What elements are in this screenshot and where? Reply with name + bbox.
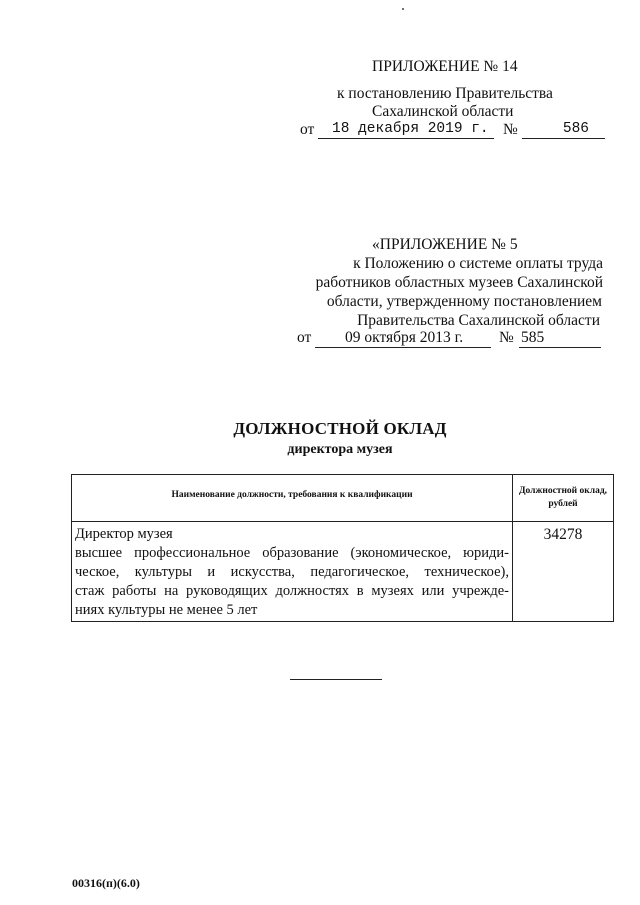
requirement-line: стаж работы на руководящих должностях в музеях или учрежде- <box>75 583 509 599</box>
appendix-14-line-2: Сахалинской области <box>372 103 514 120</box>
appendix-5-line-3: области, утвержденному постановлением <box>326 293 602 310</box>
requirement-line: ниях культуры не менее 5 лет <box>75 602 258 618</box>
document-title: ДОЛЖНОСТНОЙ ОКЛАД <box>233 419 447 438</box>
closing-rule <box>290 679 382 680</box>
requirement-line: ческое, культуры и искусства, педагогическое, техническое), <box>75 564 509 580</box>
appendix-5-number: 585 <box>519 329 601 348</box>
position-name: Директор музея <box>75 526 173 542</box>
position-description-cell <box>72 522 513 622</box>
appendix-5-date-row <box>297 329 602 351</box>
appendix-5-number-label: № <box>499 329 514 346</box>
appendix-5-from-label: от <box>297 329 312 346</box>
requirement-line: высшее профессиональное образование (экономическое, юриди- <box>75 545 509 561</box>
salary-table <box>71 474 614 622</box>
appendix-5-line-4: Правительства Сахалинской области <box>357 312 600 329</box>
appendix-5-line-2: работников областных музеев Сахалинской <box>315 274 603 291</box>
appendix-5-line-1: к Положению о системе оплаты труда <box>353 255 603 272</box>
appendix-14-date: 18 декабря 2019 г. <box>318 121 494 139</box>
appendix-14-date-row <box>300 121 605 143</box>
appendix-5-date: 09 октября 2013 г. <box>315 329 491 348</box>
header-position-requirements: Наименование должности, требования к квалификации <box>72 475 513 522</box>
table-row <box>72 522 614 622</box>
header-salary: Должностной оклад, рублей <box>513 475 614 522</box>
appendix-14-line-1: к постановлению Правительства <box>337 85 553 102</box>
document-subtitle: директора музея <box>287 442 393 457</box>
document-code: 00316(п)(6.0) <box>72 876 140 890</box>
table-header-row <box>72 475 614 522</box>
appendix-14-from-label: от <box>300 121 315 138</box>
appendix-14-title: ПРИЛОЖЕНИЕ № 14 <box>372 58 518 75</box>
appendix-14-number-label: № <box>503 121 518 138</box>
appendix-5-title: «ПРИЛОЖЕНИЕ № 5 <box>372 236 518 253</box>
salary-value: 34278 <box>513 522 614 622</box>
scan-speck <box>402 8 404 10</box>
appendix-14-number: 586 <box>522 121 605 139</box>
